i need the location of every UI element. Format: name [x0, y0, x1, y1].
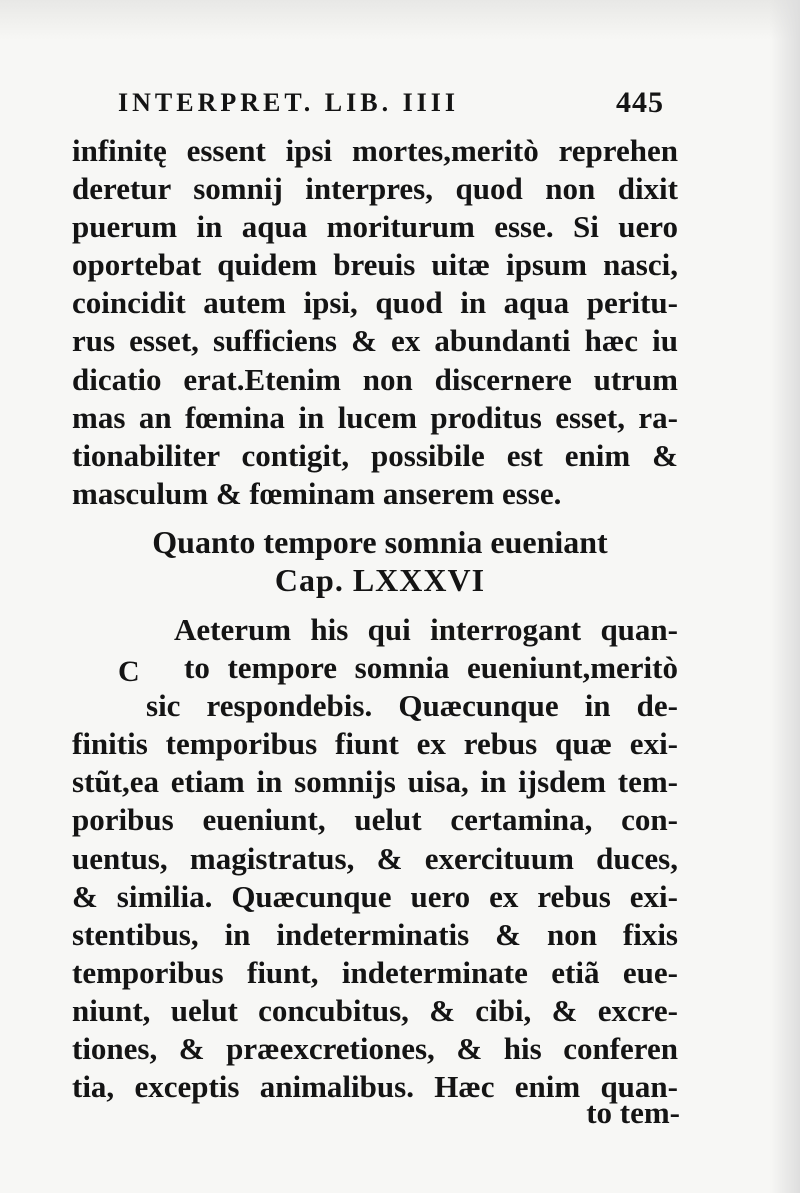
text-line: infinitę essent ipsi mortes,meritò reprehen: [72, 133, 678, 168]
text-line: oportebat quidem breuis uitæ ipsum nasci,: [72, 247, 678, 283]
text-line: sic respondebis. Quæcunque in de-: [146, 688, 678, 724]
paragraph-2: [72, 611, 678, 1106]
text-line: tiones, & præexcretiones, & his conferen: [72, 1031, 678, 1067]
text-line: & similia. Quæcunque uero ex rebus exi-: [72, 878, 678, 914]
text-line: temporibus fiunt, indeterminate etiã eue-: [72, 954, 678, 990]
running-head-title: INTERPRET. LIB. IIII: [118, 88, 460, 117]
text-line: to tempore somnia eueniunt,meritò: [184, 650, 678, 686]
text-line: stũt,ea etiam in somnijs uisa, in ijsdem tem-: [72, 764, 678, 800]
text-line: coincidit autem ipsi, quod in aqua peritu-: [72, 285, 678, 321]
text-line: tia, exceptis animalibus. Hæc enim quan-: [72, 1069, 678, 1105]
text-line: poribus eueniunt, uelut certamina, con-: [72, 802, 678, 838]
text-line: puerum in aqua moriturum esse. Si uero: [72, 209, 678, 245]
text-line: Aeterum his qui interrogant quan-: [174, 612, 678, 647]
text-line: masculum & fœminam anserem esse.: [72, 475, 562, 511]
chapter-number: Cap. LXXXVI: [274, 562, 486, 598]
paragraph-1: [72, 132, 678, 513]
text-line: niunt, uelut concubitus, & cibi, & excre-: [72, 992, 678, 1028]
catchword: to tem-: [586, 1095, 680, 1130]
text-line: tionabiliter contigit, possibile est enim &: [72, 437, 678, 473]
text-line: uentus, magistratus, & exercituum duces,: [72, 840, 678, 876]
drop-cap: C: [118, 655, 140, 688]
scan-shadow-top: [0, 0, 800, 40]
text-line: dicatio erat.Etenim non discernere utrum: [72, 361, 678, 397]
text-line: deretur somnij interpres, quod non dixit: [72, 171, 678, 207]
running-head: [118, 88, 678, 128]
page-number: 445: [616, 86, 664, 119]
text-line: rus esset, sufficiens & ex abundanti hæc iu: [72, 323, 678, 359]
text-line: mas an fœmina in lucem proditus esset, ra-: [72, 399, 678, 435]
text-line: stentibus, in indeterminatis & non fixis: [72, 916, 678, 952]
text-line: finitis temporibus fiunt ex rebus quæ exi-: [72, 726, 678, 762]
scan-shadow-right: [770, 0, 800, 1193]
chapter-title: Quanto tempore somnia eueniant: [152, 524, 608, 560]
